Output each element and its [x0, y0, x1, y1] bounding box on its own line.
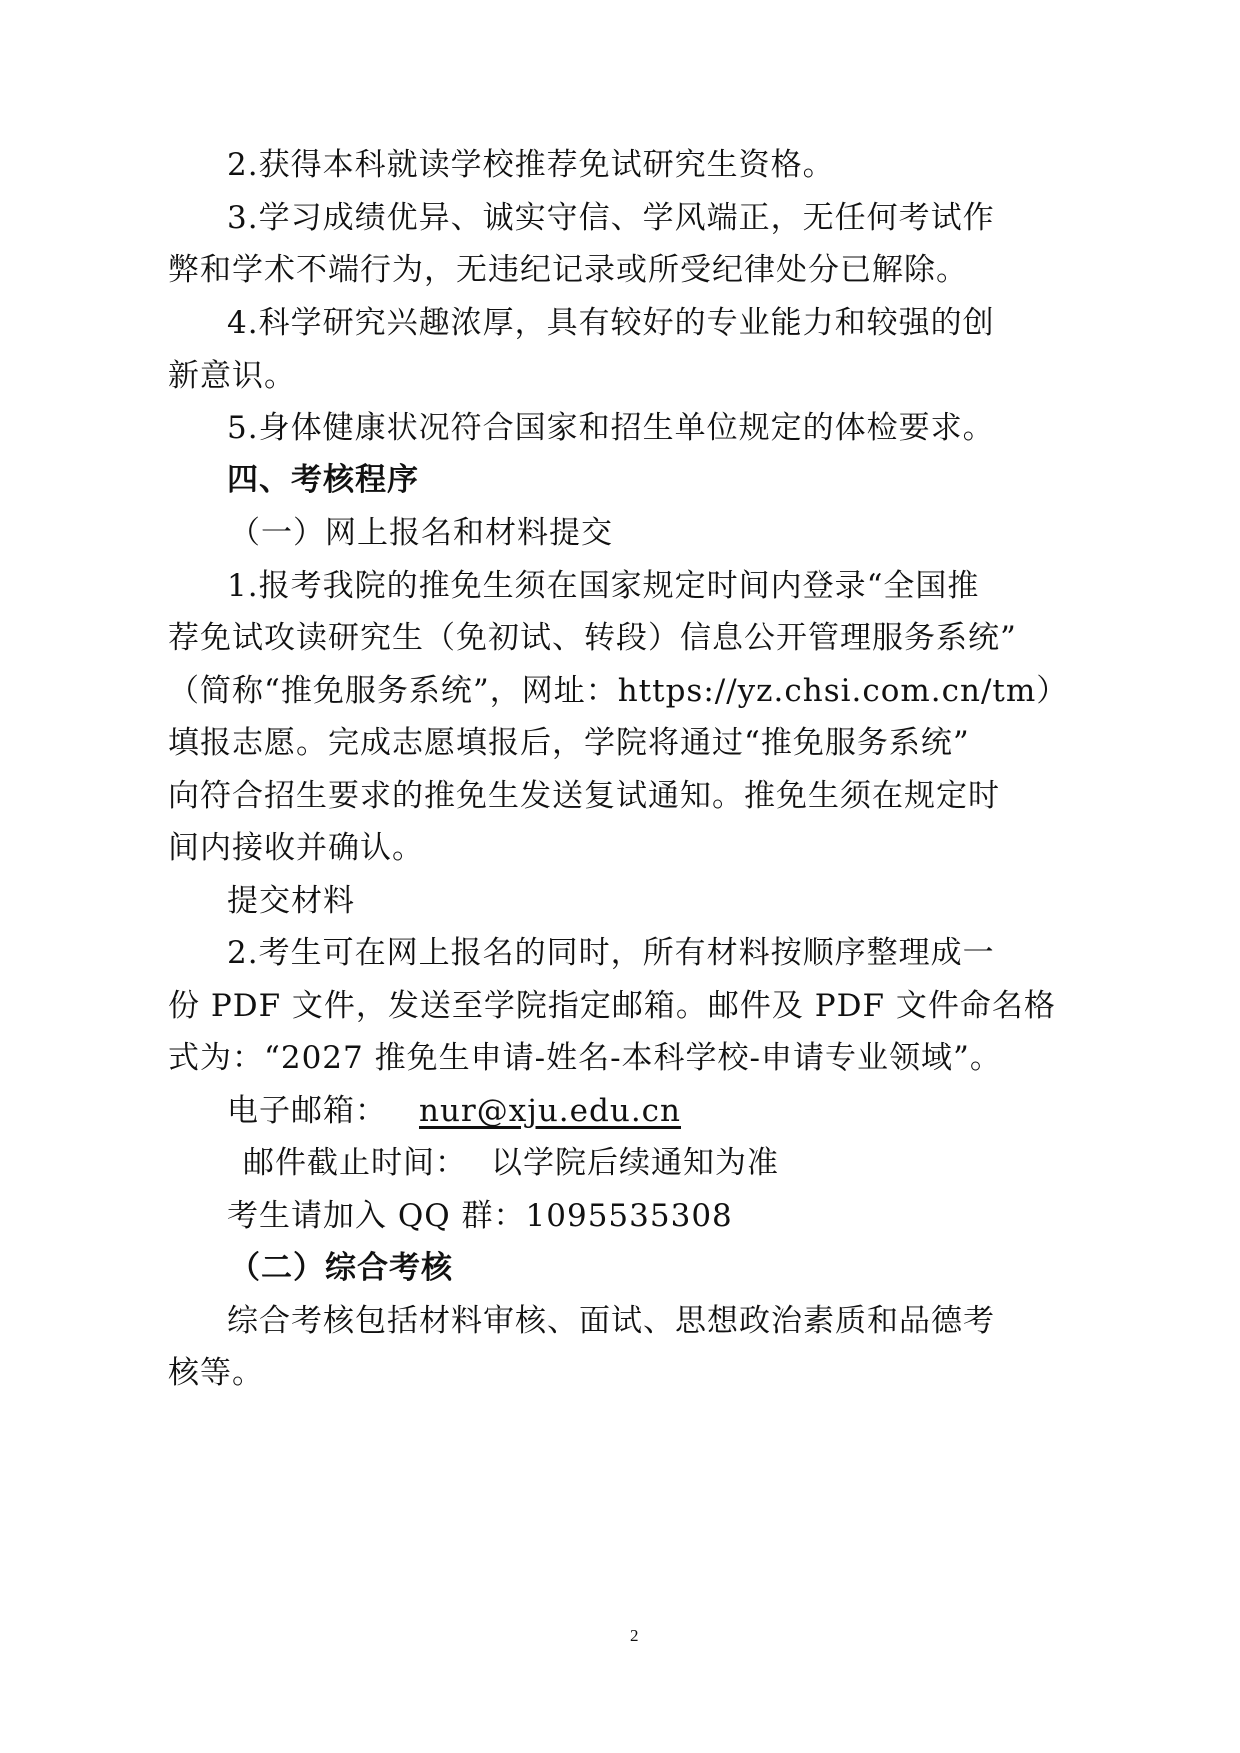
submission-line-3: 式为：“2027 推免生申请-姓名-本科学校-申请专业领域”。 — [168, 1040, 1002, 1076]
subsection-2-title: （二）综合考核 — [229, 1250, 453, 1286]
registration-line-1: 1.报考我院的推免生须在国家规定时间内登录“全国推 — [227, 568, 980, 604]
submit-materials-label: 提交材料 — [227, 883, 355, 919]
assessment-line-2: 核等。 — [168, 1355, 264, 1391]
item-3-line-1: 3.学习成绩优异、诚实守信、学风端正，无任何考试作 — [227, 200, 995, 236]
deadline-row — [243, 1143, 779, 1183]
email-row — [227, 1091, 681, 1131]
item-4-line-1: 4.科学研究兴趣浓厚，具有较好的专业能力和较强的创 — [227, 305, 995, 341]
section-title: 四、考核程序 — [227, 462, 419, 498]
deadline-label: 邮件截止时间： — [243, 1145, 467, 1181]
item-4-line-2: 新意识。 — [168, 358, 296, 394]
deadline-value: 以学院后续通知为准 — [491, 1145, 779, 1181]
registration-line-5: 向符合招生要求的推免生发送复试通知。推免生须在规定时 — [168, 778, 1000, 814]
registration-line-3: （简称“推免服务系统”，网址：https://yz.chsi.com.cn/tm） — [168, 673, 1069, 709]
assessment-line-1: 综合考核包括材料审核、面试、思想政治素质和品德考 — [227, 1303, 995, 1339]
subsection-1-title: （一）网上报名和材料提交 — [229, 515, 613, 551]
registration-line-2: 荐免试攻读研究生（免初试、转段）信息公开管理服务系统” — [168, 620, 1017, 656]
item-5-line: 5.身体健康状况符合国家和招生单位规定的体检要求。 — [227, 410, 995, 446]
registration-line-6: 间内接收并确认。 — [168, 830, 424, 866]
item-2-line: 2.获得本科就读学校推荐免试研究生资格。 — [227, 147, 835, 183]
email-link[interactable]: nur@xju.edu.cn — [419, 1093, 681, 1129]
email-label: 电子邮箱： — [227, 1093, 387, 1129]
page-number: 2 — [630, 1626, 639, 1645]
qq-group-line: 考生请加入 QQ 群：1095535308 — [227, 1198, 733, 1234]
submission-line-1: 2.考生可在网上报名的同时，所有材料按顺序整理成一 — [227, 935, 995, 971]
item-3-line-2: 弊和学术不端行为，无违纪记录或所受纪律处分已解除。 — [168, 252, 968, 288]
submission-line-2: 份 PDF 文件，发送至学院指定邮箱。邮件及 PDF 文件命名格 — [168, 988, 1056, 1024]
registration-line-4: 填报志愿。完成志愿填报后，学院将通过“推免服务系统” — [168, 725, 970, 761]
